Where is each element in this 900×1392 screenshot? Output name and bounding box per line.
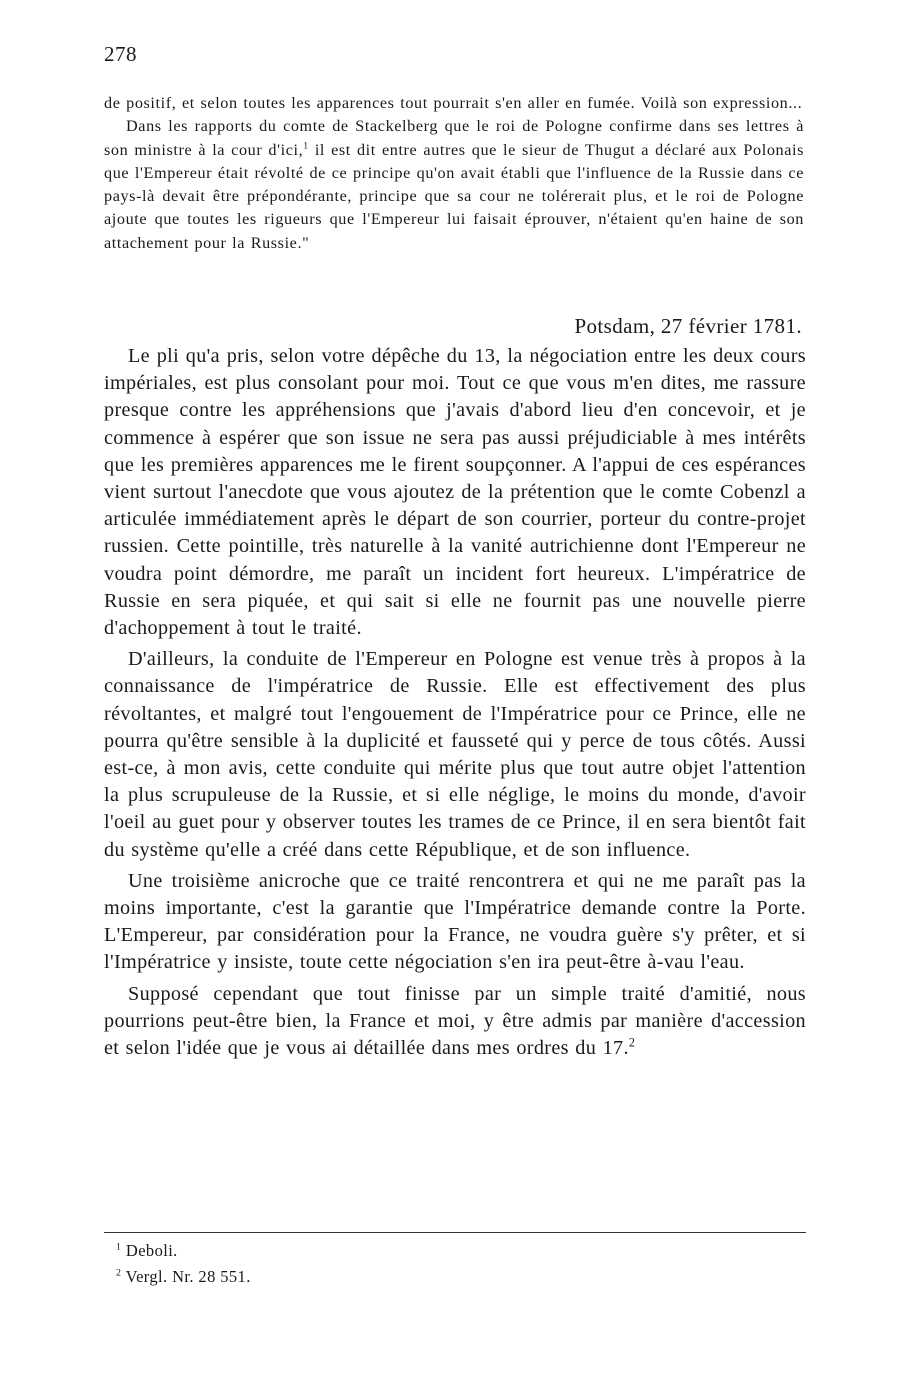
letter-body — [104, 343, 806, 1066]
quote-text: il est dit entre autres que le sieur de Thugut a déclaré aux Polonais que l'Empereur était révolté de ce principe qu'on avait établi que l'influence de la Russie dans ce pays-là devait être prépondérante, principe que sa cour ne tolérerait plus, et le roi de Pologne ajoute que toutes les rigueurs que l'Empereur lui faisait éprouver, n'étaient qu'en haine de son attachement pour la Russie." — [104, 140, 804, 252]
footnote-reference: 1 — [303, 140, 309, 152]
footnote-mark: 1 — [116, 1241, 122, 1253]
footnote-reference: 2 — [628, 1035, 636, 1050]
footnotes — [116, 1238, 251, 1290]
footnote-text: Deboli. — [125, 1241, 178, 1260]
body-paragraph: D'ailleurs, la conduite de l'Empereur en Pologne est venue très à propos à la connaissance de l'impératrice de Russie. Elle est effectivement des plus révoltantes, et malgré tout l'engouement de l'Impératrice pour ce Prince, elle ne pourra qu'être sensible à la duplicité et fausseté qui y perce de tous côtés. Aussi est-ce, à mon avis, cette conduite qui mérite plus que tout autre objet l'attention la plus scrupuleuse de la Russie, et si elle néglige, le moins du monde, d'avoir l'oeil au guet pour y observer toutes les trames de ce Prince, il en sera bientôt fait du système qu'elle a créé dans cette République, et de son influence. — [104, 648, 806, 861]
body-paragraph: Le pli qu'a pris, selon votre dépêche du 13, la négociation entre les deux cours impériales, est plus consolant pour moi. Tout ce que vous m'en dites, me rassure presque contre les appréhensions que j'avais d'abord lieu d'en concevoir, et je commence à espérer que son issue ne sera pas aussi préjudiciable à mes intérêts que les premières apparences me le firent soupçonner. A l'appui de ces espérances vient surtout l'anecdote que vous ajoutez de la prétention que le comte Cobenzl a articulée immédiatement après le départ de son courrier, porteur du contre-projet russien. Cette pointille, très naturelle à la vanité autrichienne dont l'Empereur ne voudra point démordre, me paraît un incident fort heureux. L'impératrice de Russie en sera piquée, et qui sait si elle ne fournit pas une nouvelle pierre d'achoppement à tout le traité. — [104, 345, 806, 640]
letter-dateline: Potsdam, 27 février 1781. — [574, 314, 802, 338]
body-paragraph — [104, 981, 806, 1063]
body-paragraph: Une troisième anicroche que ce traité rencontrera et qui ne me paraît pas la moins importante, c'est la garantie que l'Impératrice demande contre la Porte. L'Empereur, par considération pour la France, ne voudra guère s'y prêter, et si l'Impératrice y insiste, toute cette négociation s'en ira peut-être à-vau l'eau. — [104, 869, 806, 974]
page-number: 278 — [104, 42, 137, 66]
quote-paragraph: de positif, et selon toutes les apparences tout pourrait s'en aller en fumée. Voilà son expression... — [104, 94, 803, 112]
quote-text: Dans les rapports du comte de Stackelberg que le roi de Pologne confirme dans ses lettres à son ministre à la cour d'ici, — [104, 117, 804, 159]
footnote-mark: 2 — [116, 1267, 122, 1279]
quoted-report — [104, 92, 804, 255]
footnote-divider — [104, 1232, 806, 1233]
footnote — [116, 1264, 251, 1290]
footnote — [116, 1238, 251, 1264]
body-text: Supposé cependant que tout finisse par un simple traité d'amitié, nous pourrions peut-être bien, la France et moi, y être admis par manière d'accession et selon l'idée que je vous ai détaillée dans mes ordres du 17. — [104, 982, 806, 1060]
footnote-text: Vergl. Nr. 28 551. — [125, 1267, 251, 1286]
quote-paragraph — [104, 115, 804, 255]
